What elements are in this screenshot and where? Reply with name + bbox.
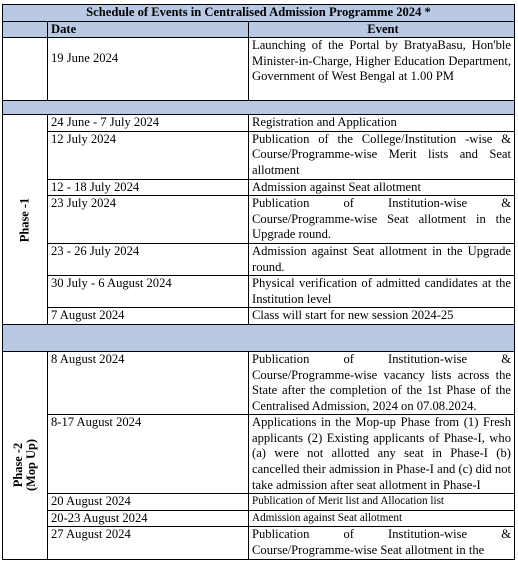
table-row [3,179,515,196]
row-event: Applications in the Mop-up Phase from (1) Fresh applicants (2) Existing applicants of Phase-I, who (a) were not allotted any seat in Phase-I (b) cancelled their admission in Phase-I and (c) did not take admission after seat allotment in Phase-I [249,415,515,494]
intro-phase-cell [3,38,48,101]
row-event: Publication of the College/Institution -wise & Course/Programme-wise Merit lists and Seat allotment [249,131,515,179]
row-event: Launching of the Portal by BratyaBasu, Hon'ble Minister-in-Charge, Higher Education Department, Government of West Bengal at 1.00 PM [249,38,515,101]
row-date: 12 - 18 July 2024 [48,179,249,196]
phase-1-cell [3,115,48,325]
row-event: Publication of Institution-wise & Course/Programme-wise vacancy lists across the State after the completion of the 1st Phase of the Centralised Admission, 2024 on 07.08.2024. [249,351,515,414]
row-date: 30 July - 6 August 2024 [48,276,249,308]
phase-1-label: Phase -1 [17,197,32,242]
row-event: Publication of Institution-wise & Course/Programme-wise Seat allotment in the Upgrade round. [249,196,515,244]
row-event: Publication of Merit list and Allocation list [249,494,515,511]
table-title-row [3,5,515,22]
row-date: 8 August 2024 [48,351,249,414]
table-row [3,415,515,494]
table-row [3,351,515,414]
row-date: 19 June 2024 [48,38,249,101]
table-header-row [3,21,515,38]
table-row [3,38,515,101]
table-row [3,243,515,275]
row-date: 23 - 26 July 2024 [48,243,249,275]
table-row [3,494,515,511]
phase-2-cell [3,351,48,559]
header-phase-cell [3,21,48,38]
row-event: Physical verification of admitted candidates at the Institution level [249,276,515,308]
row-date: 20 August 2024 [48,494,249,511]
table-row [3,527,515,559]
table-title: Schedule of Events in Centralised Admission Programme 2024 * [3,5,515,22]
row-date: 12 July 2024 [48,131,249,179]
row-date: 20-23 August 2024 [48,510,249,527]
row-event: Admission against Seat allotment [249,179,515,196]
row-event: Admission against Seat allotment in the Upgrade round. [249,243,515,275]
table-row [3,115,515,132]
phase-2-label: Phase -2 (Mop Up) [11,439,38,492]
table-row [3,196,515,244]
row-event: Class will start for new session 2024-25 [249,308,515,325]
table-row [3,308,515,325]
row-event: Admission against Seat allotment [249,510,515,527]
row-date: 27 August 2024 [48,527,249,559]
row-event: Registration and Application [249,115,515,132]
header-event: Event [249,21,515,38]
table-row [3,510,515,527]
header-date: Date [48,21,249,38]
table-row [3,131,515,179]
row-date: 7 August 2024 [48,308,249,325]
table-row [3,276,515,308]
row-event: Publication of Institution-wise & Course/Programme-wise Seat allotment in the [249,527,515,559]
schedule-table [2,4,515,560]
separator-band [3,101,515,115]
row-date: 8-17 August 2024 [48,415,249,494]
row-date: 23 July 2024 [48,196,249,244]
row-date: 24 June - 7 July 2024 [48,115,249,132]
separator-band [3,324,515,351]
